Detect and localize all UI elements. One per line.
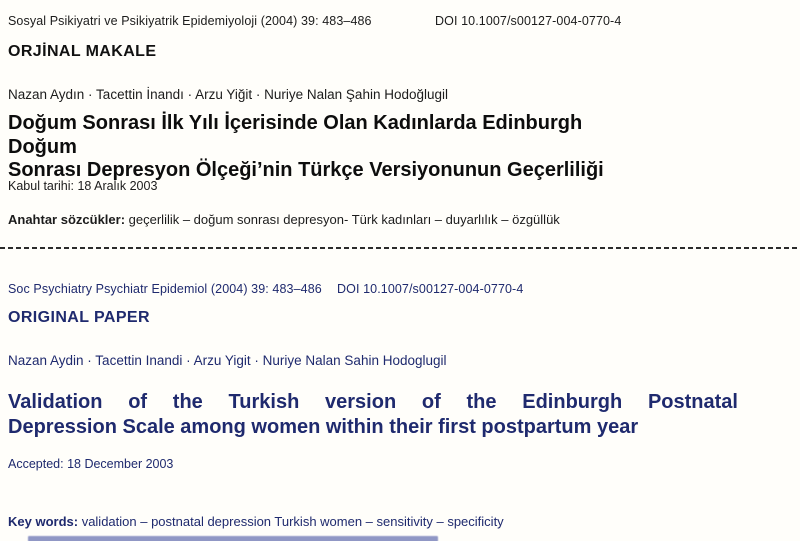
turkish-title-line-2: Sonrası Depresyon Ölçeği’nin Türkçe Versiyonunun Geçerliliği (8, 159, 604, 181)
turkish-paper-title (8, 112, 648, 183)
turkish-keywords-label: Anahtar sözcükler: (8, 212, 126, 227)
turkish-section-heading: ORJİNAL MAKALE (8, 43, 157, 60)
turkish-keywords-line (8, 212, 560, 227)
english-title-line-1: Validation of the Turkish version of the Edinburgh Postnatal (8, 391, 738, 413)
english-authors-line: Nazan Aydin · Tacettin Inandi · Arzu Yigit · Nuriye Nalan Sahin Hodoglugil (8, 353, 447, 368)
clipped-next-line-band (28, 536, 438, 541)
turkish-keywords-text: geçerlilik – doğum sonrası depresyon- Türk kadınları – duyarlılık – özgüllük (125, 212, 560, 227)
english-keywords-label: Key words: (8, 514, 79, 529)
english-section-heading: ORIGINAL PAPER (8, 309, 150, 326)
english-keywords-text: validation – postnatal depression Turkish women – sensitivity – specificity (78, 514, 504, 529)
turkish-title-line-1: Doğum Sonrası İlk Yılı İçerisinde Olan Kadınlarda Edinburgh Doğum (8, 112, 583, 158)
turkish-doi: DOI 10.1007/s00127-004-0770-4 (435, 14, 622, 28)
english-doi: DOI 10.1007/s00127-004-0770-4 (337, 282, 524, 296)
turkish-journal-ref: Sosyal Psikiyatri ve Psikiyatrik Epidemiyoloji (2004) 39: 483–486 (8, 14, 372, 28)
turkish-journal-line (8, 14, 800, 28)
turkish-authors-line: Nazan Aydın · Tacettin İnandı · Arzu Yiğit · Nuriye Nalan Şahin Hodoğlugil (8, 87, 449, 102)
english-title-line-2: Depression Scale among women within their first postpartum year (8, 415, 639, 438)
turkish-accepted-date: Kabul tarihi: 18 Aralık 2003 (8, 179, 158, 193)
dashed-divider (0, 247, 800, 249)
english-journal-ref: Soc Psychiatry Psychiatr Epidemiol (2004) 39: 483–486 (8, 282, 322, 296)
english-paper-title (8, 390, 738, 439)
english-journal-line (8, 282, 800, 296)
english-keywords-line (8, 514, 504, 529)
english-accepted-date: Accepted: 18 December 2003 (8, 457, 174, 471)
